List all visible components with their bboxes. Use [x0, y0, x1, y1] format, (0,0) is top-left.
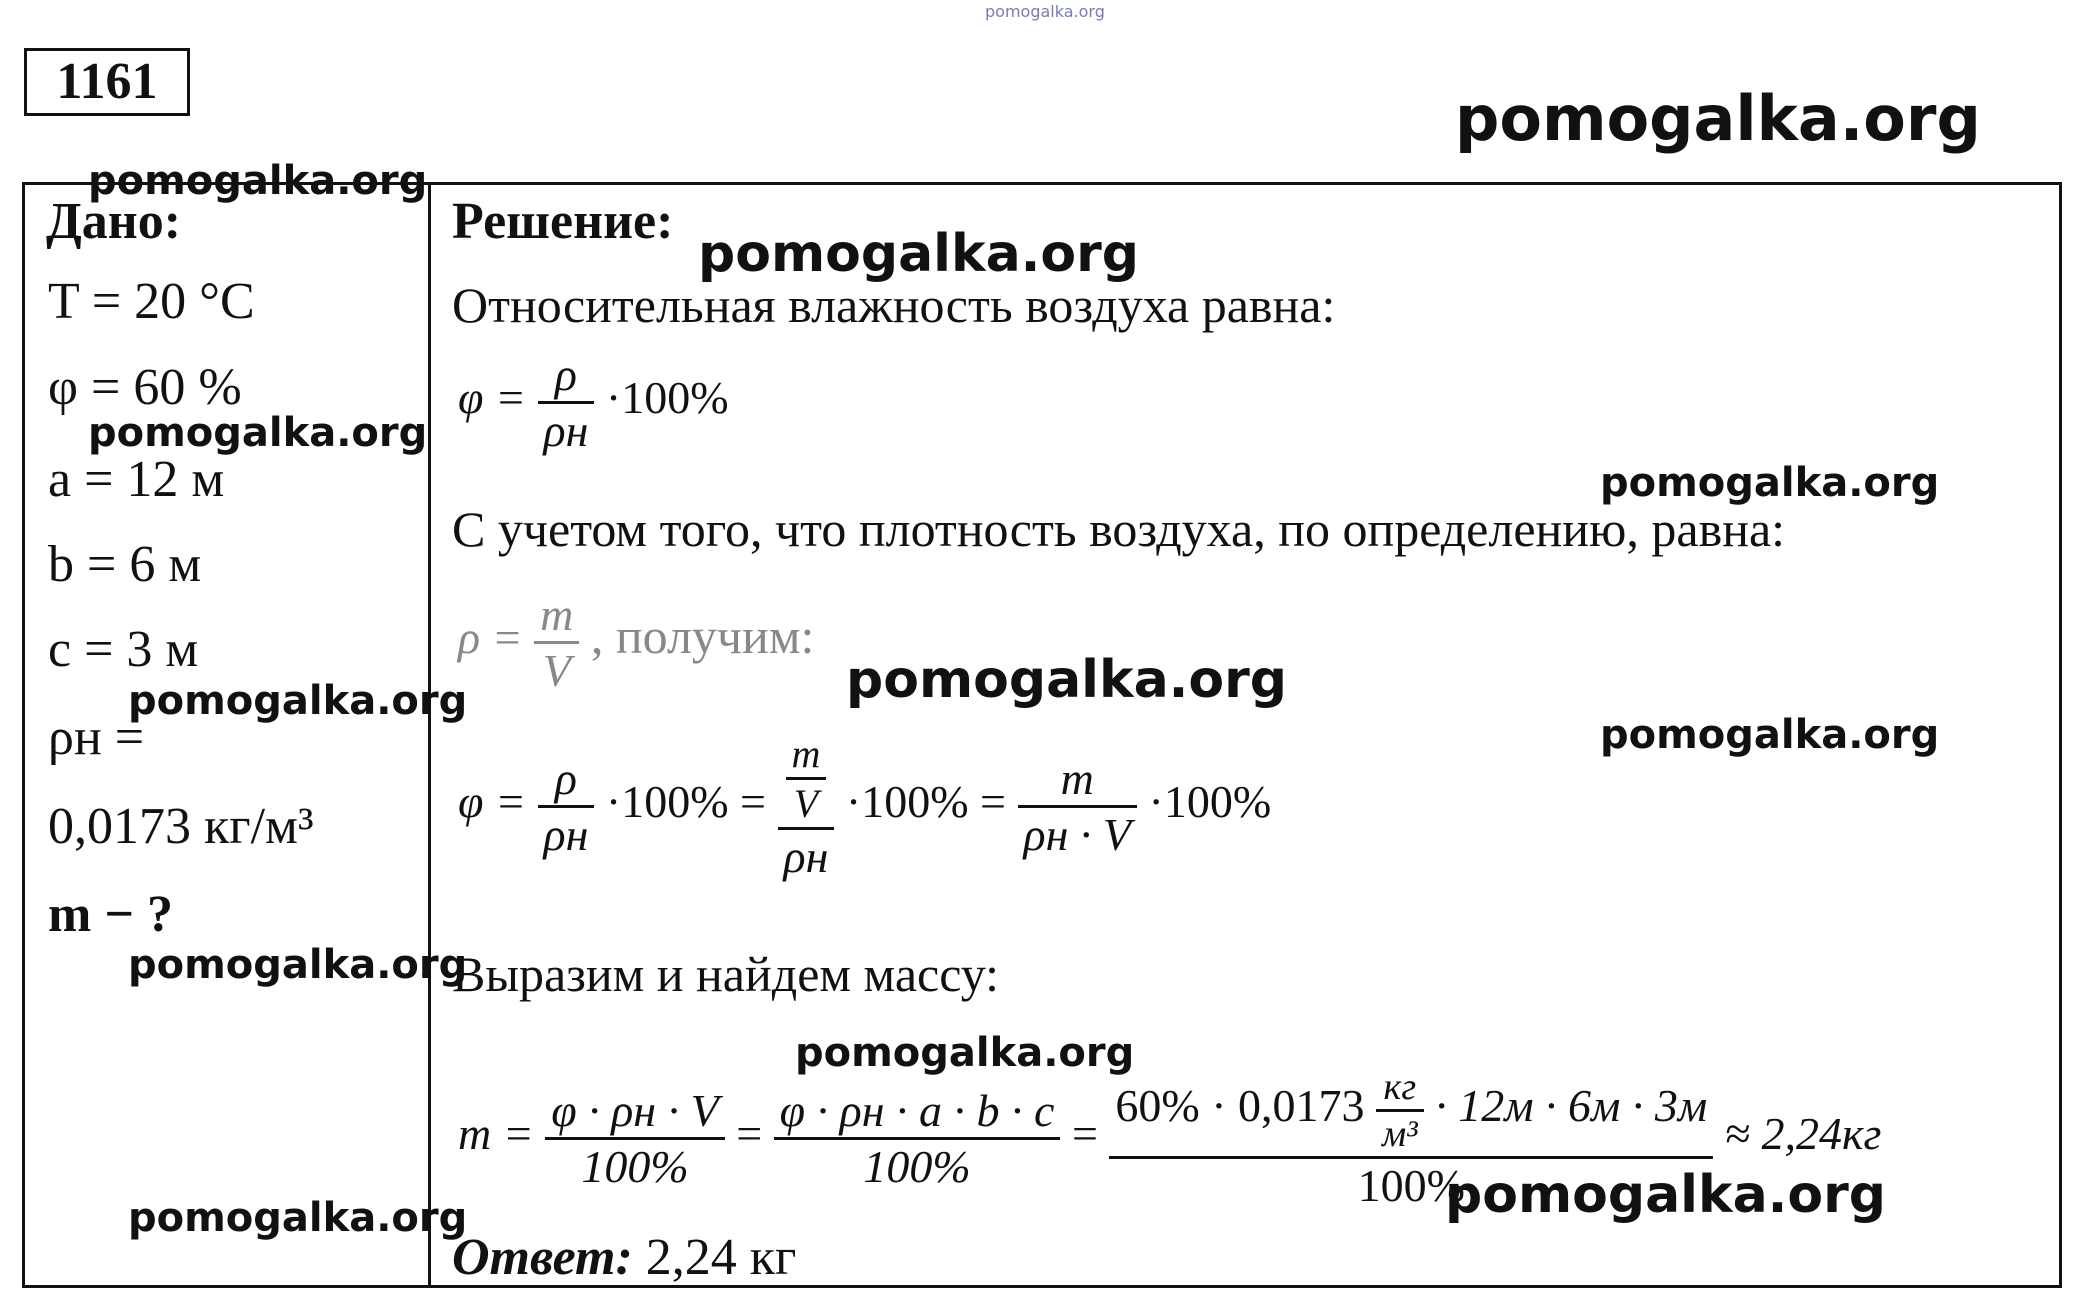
formula-density-definition — [458, 588, 814, 697]
table-divider — [428, 182, 431, 1288]
fraction-denominator: V — [534, 641, 579, 697]
fraction-mass-1 — [545, 1084, 724, 1193]
fraction-denominator: 100% — [774, 1137, 1061, 1193]
given-line-rho-n-value: 0,0173 кг/м³ — [48, 798, 314, 855]
given-line-unknown: m − ? — [48, 886, 173, 943]
numerator-part-b: · 12м · 6м · 3м — [1435, 1080, 1708, 1132]
watermark-given-1: pomogalka.org — [88, 158, 428, 204]
given-line-b: b = 6 м — [48, 536, 202, 593]
formula-lhs: φ = — [458, 776, 526, 828]
fraction-numerator: m — [540, 589, 574, 640]
fraction-denominator: ρн — [778, 827, 835, 883]
formula-lhs: m = — [458, 1108, 534, 1160]
solution-text-3: , получим: — [590, 608, 815, 665]
fraction-denominator: м³ — [1376, 1109, 1424, 1156]
formula-humidity-definition — [458, 348, 729, 457]
fraction-numerator: φ · ρн · a · b · c — [779, 1085, 1055, 1136]
watermark-given-4: pomogalka.org — [128, 942, 468, 988]
fraction-m-over-v-over-rho-n — [778, 730, 835, 883]
watermark-header: pomogalka.org — [1455, 82, 1981, 155]
formula-times-100: ·100% — [605, 776, 729, 828]
given-line-c: c = 3 м — [48, 621, 199, 678]
given-line-humidity: φ = 60 % — [48, 359, 242, 416]
watermark-tiny: pomogalka.org — [985, 2, 1105, 21]
fraction-numerator: ρ — [554, 349, 577, 400]
problem-number: 1161 — [24, 48, 190, 116]
fraction-denominator: ρн — [538, 805, 595, 861]
formula-lhs: φ = — [458, 372, 526, 424]
formula-times-100: ·100% — [1148, 776, 1272, 828]
fraction-denominator: ρн — [538, 401, 595, 457]
fraction-numerator — [778, 730, 835, 827]
fraction-numerator: m — [791, 731, 821, 776]
given-heading: Дано: — [46, 193, 182, 250]
formula-equals: = — [740, 776, 766, 828]
fraction-m-over-rho-n-v — [1018, 752, 1138, 861]
fraction-numerator: ρ — [554, 753, 577, 804]
formula-approx-result: ≈ 2,24кг — [1724, 1108, 1882, 1160]
fraction-denominator: 100% — [1109, 1156, 1713, 1212]
formula-humidity-expanded — [458, 730, 1271, 883]
fraction-numerator: кг — [1383, 1066, 1417, 1108]
watermark-given-2: pomogalka.org — [88, 410, 428, 456]
formula-times-100: ·100% — [605, 372, 729, 424]
formula-times-100: ·100% — [845, 776, 969, 828]
watermark-solution-5: pomogalka.org — [795, 1030, 1135, 1076]
solution-text-1: Относительная влажность воздуха равна: — [452, 277, 1336, 333]
solution-text-2: С учетом того, что плотность воздуха, по определению, равна: — [452, 501, 1786, 557]
watermark-solution-4: pomogalka.org — [1600, 712, 1940, 758]
watermark-solution-3: pomogalka.org — [846, 650, 1288, 710]
answer-label: Ответ: — [452, 1229, 633, 1286]
watermark-given-5: pomogalka.org — [128, 1195, 468, 1241]
fraction-denominator: 100% — [545, 1137, 724, 1193]
formula-lhs: ρ = — [458, 612, 523, 664]
given-line-temperature: T = 20 °C — [48, 273, 255, 330]
fraction-m-over-v — [534, 588, 579, 697]
fraction-denominator: V — [786, 777, 827, 827]
solution-heading: Решение: — [452, 193, 674, 250]
watermark-solution-6: pomogalka.org — [1445, 1165, 1887, 1225]
formula-equals: = — [1071, 1108, 1098, 1160]
fraction-rho-over-rho-n — [538, 752, 595, 861]
formula-equals: = — [736, 1108, 763, 1160]
watermark-solution-2: pomogalka.org — [1600, 460, 1940, 506]
fraction-numerator: m — [1060, 753, 1094, 804]
watermark-given-3: pomogalka.org — [128, 678, 468, 724]
formula-equals: = — [980, 776, 1006, 828]
fraction-denominator: ρн · V — [1018, 805, 1138, 861]
answer-value: 2,24 кг — [645, 1229, 797, 1286]
fraction-mass-2 — [774, 1084, 1061, 1193]
fraction-unit-kg-per-m3 — [1376, 1065, 1424, 1156]
fraction-rho-over-rho-n — [538, 348, 595, 457]
answer-line — [452, 1228, 796, 1287]
given-line-rho-n: ρн = — [48, 709, 145, 766]
numerator-part-a: 60% · 0,0173 — [1115, 1080, 1365, 1132]
given-line-a: a = 12 м — [48, 451, 225, 508]
solution-text-4: Выразим и найдем массу: — [452, 946, 999, 1002]
watermark-solution-1: pomogalka.org — [698, 224, 1140, 284]
fraction-numerator: φ · ρн · V — [551, 1085, 719, 1136]
fraction-numerator — [1109, 1065, 1713, 1156]
fraction-m-over-v — [786, 730, 827, 827]
